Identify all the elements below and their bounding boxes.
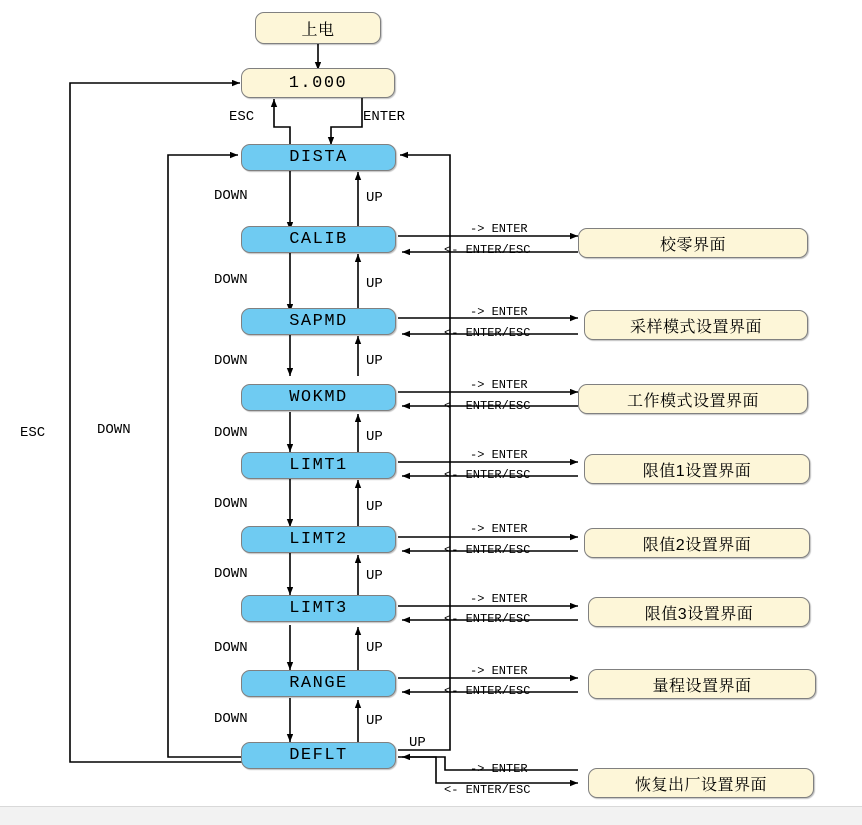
- node-deflt: [241, 742, 396, 769]
- screen-wokmd-label: 工作模式设置界面: [626, 392, 759, 410]
- label-down-8: DOWN: [214, 711, 248, 727]
- label-up-2: UP: [366, 276, 383, 292]
- screen-limt3-label: 限值3设置界面: [644, 605, 754, 623]
- label-up-5: UP: [366, 499, 383, 515]
- label-down-5: DOWN: [214, 496, 248, 512]
- label-back-sapmd: <- ENTER/ESC: [444, 326, 531, 340]
- label-enter-limt1: -> ENTER: [470, 448, 528, 462]
- node-measure: [241, 68, 395, 98]
- node-dista-label: DISTA: [289, 148, 348, 167]
- node-limt1-label: LIMT1: [289, 456, 348, 475]
- label-up-7: UP: [366, 640, 383, 656]
- node-range-label: RANGE: [289, 674, 348, 693]
- node-dista: [241, 144, 396, 171]
- label-up-1: UP: [366, 190, 383, 206]
- screen-range: [588, 669, 816, 699]
- screen-sapmd: [584, 310, 808, 340]
- bottom-bar: [0, 806, 862, 825]
- label-up-8: UP: [366, 713, 383, 729]
- screen-limt3: [588, 597, 810, 627]
- label-enter-limt2: -> ENTER: [470, 522, 528, 536]
- screen-calib-label: 校零界面: [659, 236, 726, 254]
- node-calib-label: CALIB: [289, 230, 348, 249]
- label-enter-top: ENTER: [363, 109, 406, 125]
- screen-limt2: [584, 528, 810, 558]
- node-sapmd: [241, 308, 396, 335]
- screen-limt2-label: 限值2设置界面: [642, 536, 752, 554]
- label-enter-calib: -> ENTER: [470, 222, 528, 236]
- node-wokmd: [241, 384, 396, 411]
- node-calib: [241, 226, 396, 253]
- screen-range-label: 量程设置界面: [652, 677, 752, 695]
- label-enter-wokmd: -> ENTER: [470, 378, 528, 392]
- node-deflt-label: DEFLT: [289, 746, 348, 765]
- label-back-wokmd: <- ENTER/ESC: [444, 399, 531, 413]
- label-back-calib: <- ENTER/ESC: [444, 243, 531, 257]
- node-power-on-label: 上电: [301, 21, 335, 39]
- label-enter-deflt: -> ENTER: [470, 762, 528, 776]
- label-back-limt1: <- ENTER/ESC: [444, 468, 531, 482]
- label-back-deflt: <- ENTER/ESC: [444, 783, 531, 797]
- label-down-1: DOWN: [214, 188, 248, 204]
- screen-limt1-label: 限值1设置界面: [642, 462, 752, 480]
- label-down-left: DOWN: [97, 422, 131, 438]
- label-up-6: UP: [366, 568, 383, 584]
- label-down-4: DOWN: [214, 425, 248, 441]
- label-back-limt2: <- ENTER/ESC: [444, 543, 531, 557]
- label-enter-sapmd: -> ENTER: [470, 305, 528, 319]
- label-enter-range: -> ENTER: [470, 664, 528, 678]
- label-up-3: UP: [366, 353, 383, 369]
- node-limt2: [241, 526, 396, 553]
- label-back-range: <- ENTER/ESC: [444, 684, 531, 698]
- node-limt3: [241, 595, 396, 622]
- label-enter-limt3: -> ENTER: [470, 592, 528, 606]
- node-measure-label: 1.000: [288, 73, 348, 93]
- label-up-deflt: UP: [409, 735, 426, 751]
- node-limt2-label: LIMT2: [289, 530, 348, 549]
- label-down-2: DOWN: [214, 272, 248, 288]
- node-limt3-label: LIMT3: [289, 599, 348, 618]
- label-down-7: DOWN: [214, 640, 248, 656]
- screen-deflt: [588, 768, 814, 798]
- label-down-3: DOWN: [214, 353, 248, 369]
- label-esc-left: ESC: [20, 425, 46, 441]
- label-back-limt3: <- ENTER/ESC: [444, 612, 531, 626]
- node-sapmd-label: SAPMD: [289, 312, 348, 331]
- screen-deflt-label: 恢复出厂设置界面: [634, 776, 767, 794]
- screen-sapmd-label: 采样模式设置界面: [629, 318, 762, 336]
- screen-limt1: [584, 454, 810, 484]
- label-esc-top: ESC: [229, 109, 255, 125]
- label-down-6: DOWN: [214, 566, 248, 582]
- node-limt1: [241, 452, 396, 479]
- label-up-4: UP: [366, 429, 383, 445]
- node-wokmd-label: WOKMD: [289, 388, 348, 407]
- node-range: [241, 670, 396, 697]
- screen-wokmd: [578, 384, 808, 414]
- screen-calib: [578, 228, 808, 258]
- node-power-on: [255, 12, 381, 44]
